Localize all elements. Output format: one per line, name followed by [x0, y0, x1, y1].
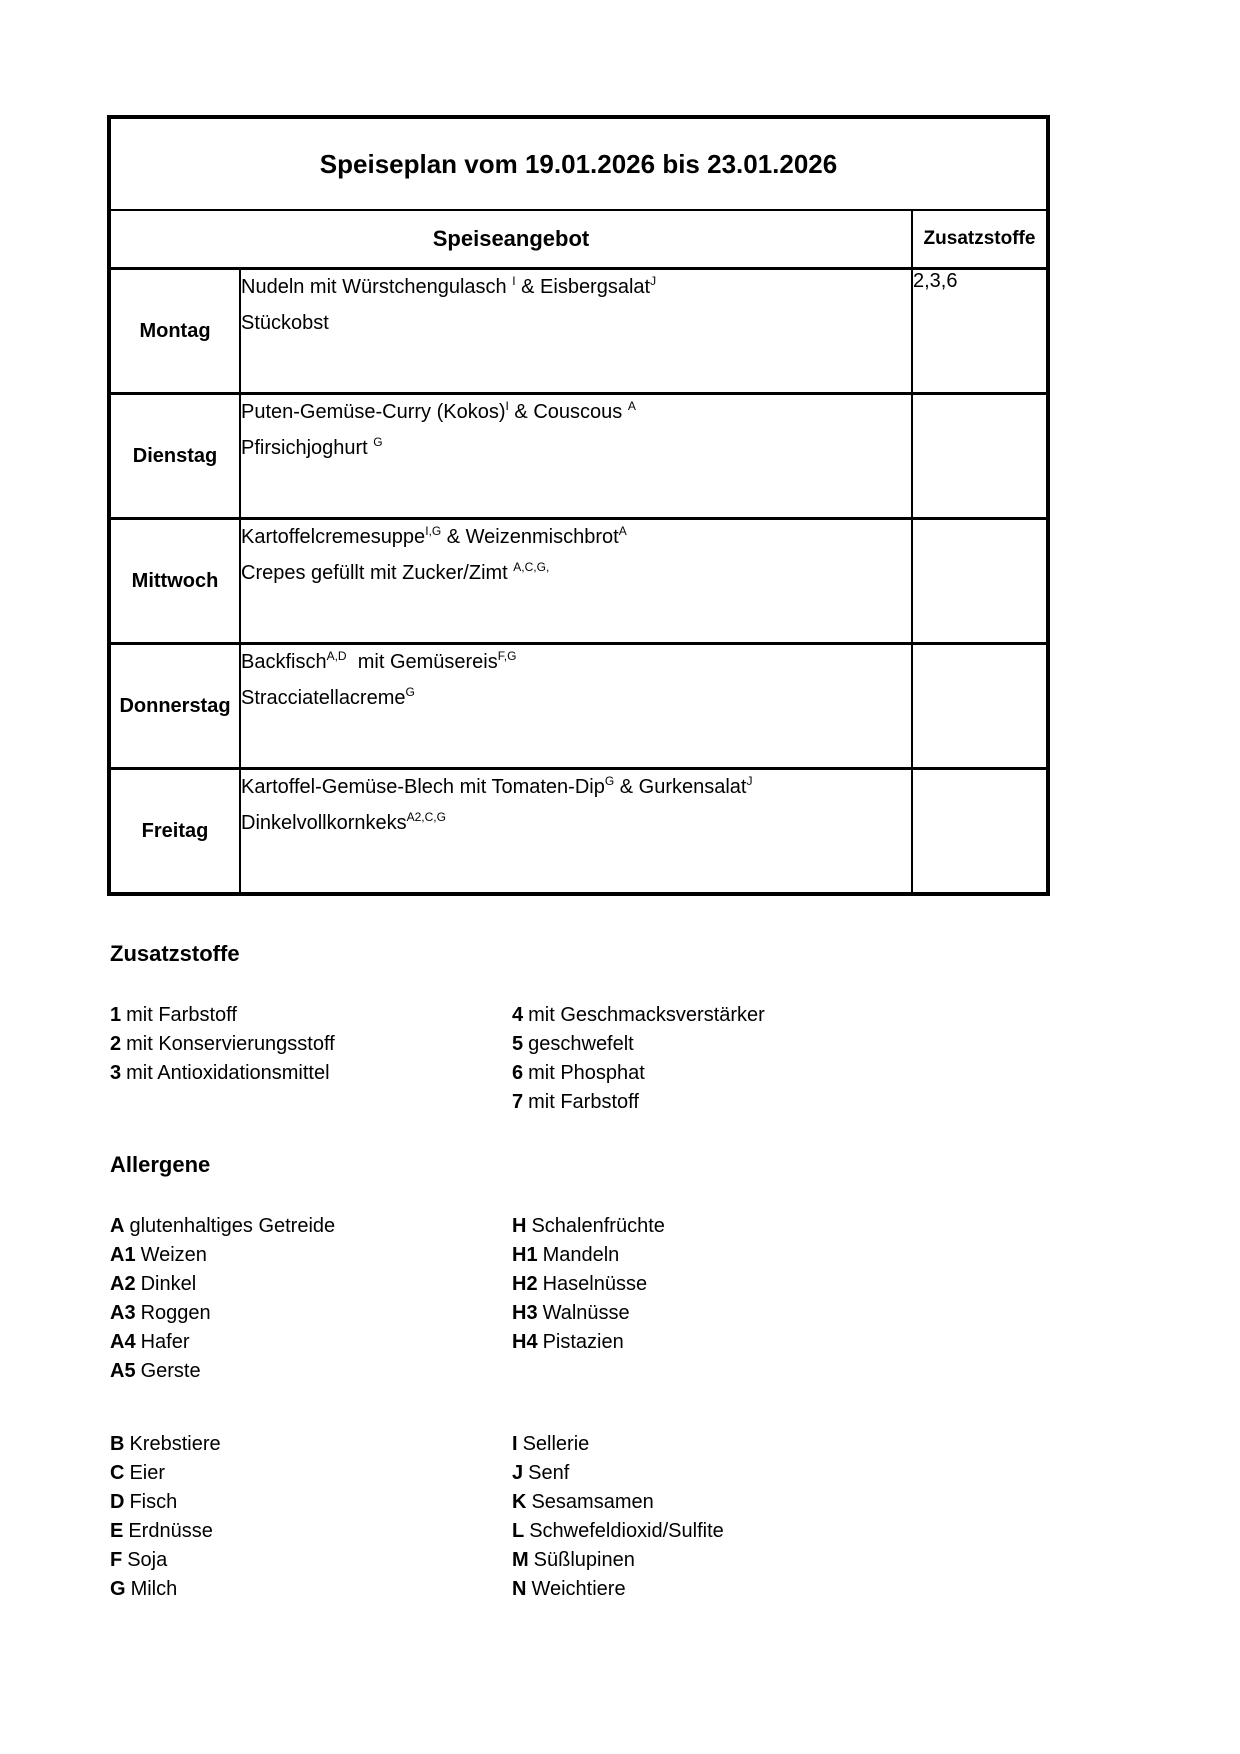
- legend-code: A3: [110, 1302, 136, 1324]
- allergens-legend-block1-left-column: [110, 1212, 335, 1386]
- legend-code: E: [110, 1520, 124, 1542]
- meal-text: Stückobst: [241, 312, 329, 334]
- legend-item: [110, 1299, 335, 1328]
- legend-label: Haselnüsse: [542, 1273, 648, 1295]
- meal-text: Backfisch: [241, 651, 327, 673]
- legend-code: G: [110, 1578, 126, 1600]
- legend-label: Fisch: [129, 1491, 178, 1513]
- meal-line: [241, 270, 911, 306]
- legend-label: Senf: [528, 1462, 570, 1484]
- legend-code: 3: [110, 1062, 122, 1084]
- legend-label: Erdnüsse: [128, 1520, 213, 1542]
- meal-line: [241, 431, 911, 467]
- legend-code: 7: [512, 1091, 524, 1113]
- allergen-superscript: F,G: [497, 649, 517, 663]
- meal-text: Nudeln mit Würstchengulasch: [241, 276, 513, 298]
- table-row: [109, 519, 1048, 644]
- allergens-legend-block2-left-column: [110, 1430, 221, 1604]
- meal-line: [241, 306, 911, 340]
- additives-legend-left-column: [110, 1001, 335, 1088]
- legend-item: [110, 1459, 221, 1488]
- legend-item: [512, 1001, 765, 1030]
- legend-item: [512, 1241, 665, 1270]
- legend-code: I: [512, 1433, 518, 1455]
- legend-label: Pistazien: [542, 1331, 624, 1353]
- meal-lines: [240, 644, 912, 769]
- additives-column-header: Zusatzstoffe: [912, 210, 1048, 269]
- legend-item: [110, 1059, 335, 1088]
- legend-item: [512, 1328, 665, 1357]
- legend-item: [110, 1212, 335, 1241]
- meal-text: & Gurkensalat: [614, 776, 747, 798]
- legend-code: L: [512, 1520, 525, 1542]
- legend-label: Walnüsse: [542, 1302, 630, 1324]
- meal-text: Pfirsichjoghurt: [241, 437, 374, 459]
- meal-text: Kartoffelcremesuppe: [241, 526, 426, 548]
- legend-code: A: [110, 1215, 125, 1237]
- legend-label: mit Phosphat: [528, 1062, 645, 1084]
- legend-item: [110, 1357, 335, 1386]
- title-row: [109, 117, 1048, 210]
- legend-item: [110, 1030, 335, 1059]
- legend-code: A2: [110, 1273, 136, 1295]
- legend-label: Soja: [127, 1549, 168, 1571]
- legend-code: 1: [110, 1004, 122, 1026]
- legend-label: Krebstiere: [129, 1433, 221, 1455]
- legend-item: [512, 1459, 724, 1488]
- additives-value: [912, 769, 1048, 895]
- legend-label: Süßlupinen: [533, 1549, 635, 1571]
- legend-code: F: [110, 1549, 123, 1571]
- meal-line: [241, 520, 911, 556]
- allergen-superscript: I: [512, 274, 516, 288]
- legend-label: Eier: [129, 1462, 166, 1484]
- legend-label: Dinkel: [140, 1273, 197, 1295]
- meal-line: [241, 770, 911, 806]
- legend-item: [110, 1430, 221, 1459]
- legend-code: H3: [512, 1302, 538, 1324]
- legend-item: [512, 1059, 765, 1088]
- legend-code: 5: [512, 1033, 524, 1055]
- meal-line: [241, 556, 911, 592]
- allergens-legend-block1-right-column: [512, 1212, 665, 1357]
- meal-text: mit Gemüsereis: [346, 651, 498, 673]
- allergen-superscript: G: [604, 774, 615, 788]
- allergen-superscript: A,D: [326, 649, 347, 663]
- legend-item: [110, 1241, 335, 1270]
- legend-code: 2: [110, 1033, 122, 1055]
- legend-code: D: [110, 1491, 125, 1513]
- legend-label: Roggen: [140, 1302, 211, 1324]
- meal-lines: [240, 769, 912, 895]
- additives-value: 2,3,6: [912, 269, 1048, 394]
- allergen-superscript: A: [627, 399, 636, 413]
- legend-item: [512, 1088, 765, 1117]
- legend-label: Weichtiere: [531, 1578, 626, 1600]
- legend-item: [512, 1030, 765, 1059]
- legend-label: mit Antioxidationsmittel: [126, 1062, 330, 1084]
- legend-code: H: [512, 1215, 527, 1237]
- table-row: [109, 644, 1048, 769]
- meal-line: [241, 395, 911, 431]
- legend-label: mit Farbstoff: [126, 1004, 237, 1026]
- legend-label: Sesamsamen: [531, 1491, 654, 1513]
- legend-label: Schalenfrüchte: [531, 1215, 665, 1237]
- legend-code: A4: [110, 1331, 136, 1353]
- legend-item: [512, 1575, 724, 1604]
- legend-code: H1: [512, 1244, 538, 1266]
- allergen-superscript: A: [618, 524, 627, 538]
- meal-text: Stracciatellacreme: [241, 687, 406, 709]
- allergen-superscript: G: [405, 685, 415, 699]
- legend-item: [110, 1546, 221, 1575]
- legend-item: [512, 1546, 724, 1575]
- allergen-superscript: I: [505, 399, 509, 413]
- table-row: [109, 269, 1048, 394]
- additives-value: [912, 394, 1048, 519]
- meal-text: & Couscous: [508, 401, 628, 423]
- legend-item: [110, 1328, 335, 1357]
- allergen-superscript: J: [650, 274, 657, 288]
- day-label: Dienstag: [109, 394, 240, 519]
- allergen-superscript: J: [746, 774, 753, 788]
- legend-label: Schwefeldioxid/Sulfite: [529, 1520, 724, 1542]
- legend-label: geschwefelt: [528, 1033, 634, 1055]
- allergen-superscript: I,G: [425, 524, 442, 538]
- day-label: Montag: [109, 269, 240, 394]
- legend-code: H4: [512, 1331, 538, 1353]
- legend-code: C: [110, 1462, 125, 1484]
- additives-legend-right-column: [512, 1001, 765, 1117]
- day-label: Mittwoch: [109, 519, 240, 644]
- legend-item: [512, 1270, 665, 1299]
- meal-line: [241, 645, 911, 681]
- legend-item: [512, 1299, 665, 1328]
- additives-value: [912, 519, 1048, 644]
- legend-item: [512, 1212, 665, 1241]
- allergen-superscript: A2,C,G: [406, 810, 446, 824]
- legend-code: 4: [512, 1004, 524, 1026]
- legend-code: K: [512, 1491, 527, 1513]
- table-row: [109, 394, 1048, 519]
- meal-text: Puten-Gemüse-Curry (Kokos): [241, 401, 506, 423]
- legend-item: [110, 1001, 335, 1030]
- meal-line: [241, 681, 911, 717]
- legend-item: [512, 1488, 724, 1517]
- legend-code: N: [512, 1578, 527, 1600]
- legend-item: [512, 1517, 724, 1546]
- table-title: Speiseplan vom 19.01.2026 bis 23.01.2026: [109, 117, 1048, 210]
- legend-code: J: [512, 1462, 524, 1484]
- legend-item: [110, 1575, 221, 1604]
- allergens-legend-block2-right-column: [512, 1430, 724, 1604]
- legend-label: mit Farbstoff: [528, 1091, 639, 1113]
- legend-label: Gerste: [140, 1360, 201, 1382]
- legend-item: [110, 1270, 335, 1299]
- legend-code: A1: [110, 1244, 136, 1266]
- table-row: [109, 769, 1048, 895]
- allergen-superscript: A,C,G,: [513, 560, 550, 574]
- column-header-row: [109, 210, 1048, 269]
- allergens-section-heading: Allergene: [110, 1152, 211, 1177]
- legend-label: glutenhaltiges Getreide: [129, 1215, 336, 1237]
- meal-lines: [240, 519, 912, 644]
- legend-code: A5: [110, 1360, 136, 1382]
- meal-line: [241, 806, 911, 842]
- legend-code: B: [110, 1433, 125, 1455]
- legend-item: [110, 1488, 221, 1517]
- meal-plan-table: [107, 115, 1050, 896]
- legend-label: mit Geschmacksverstärker: [528, 1004, 765, 1026]
- additives-section-heading: Zusatzstoffe: [110, 941, 240, 966]
- legend-code: H2: [512, 1273, 538, 1295]
- menu-column-header: Speiseangebot: [109, 210, 912, 269]
- meal-text: & Weizenmischbrot: [441, 526, 619, 548]
- meal-text: & Eisbergsalat: [515, 276, 651, 298]
- legend-label: Mandeln: [542, 1244, 620, 1266]
- legend-item: [110, 1517, 221, 1546]
- meal-lines: [240, 394, 912, 519]
- meal-lines: [240, 269, 912, 394]
- legend-label: Milch: [130, 1578, 178, 1600]
- meal-text: Kartoffel-Gemüse-Blech mit Tomaten-Dip: [241, 776, 605, 798]
- meal-text: Crepes gefüllt mit Zucker/Zimt: [241, 562, 514, 584]
- legend-code: 6: [512, 1062, 524, 1084]
- legend-label: Sellerie: [522, 1433, 590, 1455]
- legend-label: Weizen: [140, 1244, 207, 1266]
- legend-label: Hafer: [140, 1331, 190, 1353]
- day-label: Donnerstag: [109, 644, 240, 769]
- meal-text: Dinkelvollkornkeks: [241, 812, 407, 834]
- legend-label: mit Konservierungsstoff: [126, 1033, 335, 1055]
- legend-code: M: [512, 1549, 529, 1571]
- additives-value: [912, 644, 1048, 769]
- allergen-superscript: G: [373, 435, 383, 449]
- legend-item: [512, 1430, 724, 1459]
- day-label: Freitag: [109, 769, 240, 895]
